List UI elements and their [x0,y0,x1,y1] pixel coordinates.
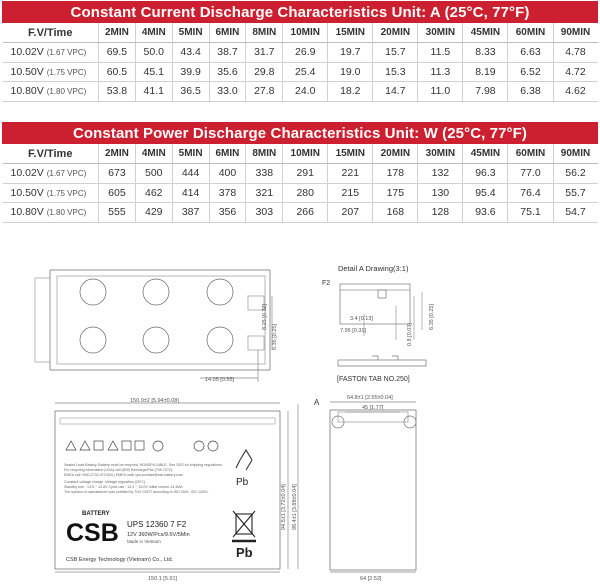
value-cell: 54.7 [553,203,598,223]
dim-front-width-bottom: 150.1 [5.91] [148,576,178,582]
terminal-label: F2 [322,280,331,287]
top-vent-cap [207,279,233,305]
value-cell: 18.2 [328,82,373,102]
column-header-time: 4MIN [135,23,172,43]
value-cell: 96.3 [463,164,508,184]
value-cell: 266 [283,203,328,223]
power-table-title: Constant Power Discharge Characteristics Unit: W (25°C, 77°F) [3,123,598,144]
column-header-time: 2MIN [99,144,136,164]
ce-mark-icon [194,441,204,451]
column-header-time: 6MIN [209,23,246,43]
fine-print-line: The system of manufacture was certified by TUV CERT according to ISO 9001, ISO 14001. [64,490,210,494]
fine-print-line: Constant voltage charge. Voltage regulation (25°C). [64,480,147,484]
column-header-time: 45MIN [463,144,508,164]
column-header-time: 20MIN [373,144,418,164]
top-vent-cap [80,327,106,353]
column-header-time: 15MIN [328,144,373,164]
table-row [3,183,598,203]
faston-label: [FASTON TAB NO.250] [337,376,410,383]
child-warning-icon [135,441,144,450]
value-cell: 75.1 [508,203,553,223]
value-cell: 60.5 [99,62,136,82]
value-cell: 11.5 [418,43,463,63]
final-voltage-cell [3,203,99,223]
value-cell: 29.8 [246,62,283,82]
fine-print-line: For recycling information (USA) call (800) Recharge/Fax (708-7372). [64,468,174,472]
top-vent-cap [143,327,169,353]
value-cell: 175 [373,183,418,203]
value-cell: 321 [246,183,283,203]
value-cell: 6.63 [508,43,553,63]
dim-side-width-bottom: 64 [2.52] [360,576,382,582]
dim-front-height-a: 94.5±1 [3.72±0.04] [281,484,287,530]
final-voltage: 10.80V [10,85,44,98]
table-row [3,164,598,184]
dim-front-height-b: 98.4±1 [3.88±0.04] [292,484,298,530]
manual-icon [94,441,103,450]
value-cell: 462 [135,183,172,203]
vpc-label: (1.75 VPC) [46,188,87,198]
fine-print-line: Sealed Lead Battery. Battery must be recycled. NONSPILLABLE. See SDS for shipping regulations. [64,463,223,467]
value-cell: 11.3 [418,62,463,82]
value-cell: 14.7 [373,82,418,102]
value-cell: 303 [246,203,283,223]
top-vent-cap [207,327,233,353]
rating-text: 12V 360W/Pcs/9.6V/5Min [127,532,190,538]
value-cell: 19.7 [328,43,373,63]
final-voltage: 10.50V [10,65,44,78]
value-cell: 673 [99,164,136,184]
dim-6-35-top: 6.35 [0.25] [272,324,278,350]
column-header-time: 45MIN [463,23,508,43]
column-header-time: 8MIN [246,144,283,164]
final-voltage: 10.02V [10,167,44,180]
table-row [3,62,598,82]
column-header-time: 60MIN [508,23,553,43]
value-cell: 130 [418,183,463,203]
column-header-time: 4MIN [135,144,172,164]
value-cell: 53.8 [99,82,136,102]
value-cell: 128 [418,203,463,223]
value-cell: 93.6 [463,203,508,223]
column-header-time: 6MIN [209,144,246,164]
value-cell: 7.98 [463,82,508,102]
final-voltage: 10.02V [10,46,44,59]
current-table-header-row [3,23,598,43]
value-cell: 6.52 [508,62,553,82]
power-discharge-table [2,122,598,223]
value-cell: 207 [328,203,373,223]
value-cell: 215 [328,183,373,203]
column-header-time: 10MIN [283,144,328,164]
value-cell: 33.0 [209,82,246,102]
vpc-label: (1.80 VPC) [46,87,87,97]
dim-6-35-detail: 6.35 [0.25] [429,304,435,330]
years-mark-icon [208,441,218,451]
value-cell: 95.4 [463,183,508,203]
value-cell: 444 [172,164,209,184]
final-voltage-cell [3,62,99,82]
column-header-fv: F.V/Time [3,23,99,43]
value-cell: 77.0 [508,164,553,184]
value-cell: 69.5 [99,43,136,63]
value-cell: 4.72 [553,62,598,82]
vpc-label: (1.80 VPC) [46,208,87,218]
detail-title: Detail A Drawing(3:1) [338,264,409,273]
dim-8-25: 8.25 [0.32] [262,304,268,330]
value-cell: 500 [135,164,172,184]
caution-triangle-icon [80,441,90,450]
final-voltage-cell [3,43,99,63]
value-cell: 50.0 [135,43,172,63]
value-cell: 429 [135,203,172,223]
company-name: CSB Energy Technology (Vietnam) Co., Ltd. [66,557,174,563]
value-cell: 291 [283,164,328,184]
column-header-time: 5MIN [172,144,209,164]
value-cell: 36.5 [172,82,209,102]
value-cell: 15.7 [373,43,418,63]
top-vent-cap [143,279,169,305]
final-voltage: 10.80V [10,206,44,219]
explosion-warning-icon [108,441,118,450]
final-voltage-cell [3,164,99,184]
fine-print-line: Standby use : 13.5 ~ 13.8V Cycle use : 14.4 ~ 15.0V Initial current 14.4MA [64,485,183,489]
column-header-time: 90MIN [553,144,598,164]
value-cell: 356 [209,203,246,223]
value-cell: 221 [328,164,373,184]
dim-3-4: 3.4 [0.13] [350,316,373,322]
value-cell: 280 [283,183,328,203]
value-cell: 11.0 [418,82,463,102]
vpc-label: (1.67 VPC) [46,169,87,179]
value-cell: 414 [172,183,209,203]
dim-7-95: 7.95 [0.31] [340,328,366,334]
model-name: UPS 12360 7 F2 [127,520,187,529]
brand-sub: BATTERY [82,511,110,517]
final-voltage: 10.50V [10,186,44,199]
value-cell: 15.3 [373,62,418,82]
battery-dimension-drawing [0,250,600,585]
value-cell: 605 [99,183,136,203]
value-cell: 26.9 [283,43,328,63]
current-discharge-table [2,1,598,102]
warning-triangle-icon [66,441,76,450]
table-row [3,43,598,63]
column-header-time: 8MIN [246,23,283,43]
eye-protection-icon [122,441,131,450]
value-cell: 41.1 [135,82,172,102]
dim-side-width-top: 64.8±1 [2.55±0.04] [347,395,393,401]
side-view-outline [330,410,416,570]
value-cell: 387 [172,203,209,223]
value-cell: 31.7 [246,43,283,63]
value-cell: 8.33 [463,43,508,63]
final-voltage-cell [3,183,99,203]
value-cell: 8.19 [463,62,508,82]
value-cell: 168 [373,203,418,223]
value-cell: 6.38 [508,82,553,102]
value-cell: 19.0 [328,62,373,82]
value-cell: 27.8 [246,82,283,102]
column-header-time: 30MIN [418,144,463,164]
pb-label-top: Pb [236,477,249,488]
pb-label-bottom: Pb [236,545,253,560]
value-cell: 76.4 [508,183,553,203]
column-header-time: 15MIN [328,23,373,43]
column-header-fv: F.V/Time [3,144,99,164]
column-header-time: 2MIN [99,23,136,43]
value-cell: 338 [246,164,283,184]
column-header-time: 5MIN [172,23,209,43]
final-voltage-cell [3,82,99,102]
value-cell: 35.6 [209,62,246,82]
value-cell: 43.4 [172,43,209,63]
value-cell: 378 [209,183,246,203]
vpc-label: (1.75 VPC) [46,67,87,77]
detail-marker: A [314,398,320,407]
table-row [3,203,598,223]
value-cell: 555 [99,203,136,223]
value-cell: 4.78 [553,43,598,63]
value-cell: 45.1 [135,62,172,82]
column-header-time: 60MIN [508,144,553,164]
value-cell: 24.0 [283,82,328,102]
dim-14-05: 14.05 [0.55] [205,377,235,383]
value-cell: 38.7 [209,43,246,63]
column-header-time: 10MIN [283,23,328,43]
dim-0-8: 0.8 [0.03] [407,323,413,346]
value-cell: 55.7 [553,183,598,203]
top-view-outline [50,270,270,370]
top-vent-cap [80,279,106,305]
value-cell: 39.9 [172,62,209,82]
crossed-bin-icon [232,511,256,541]
table-row [3,82,598,102]
value-cell: 56.2 [553,164,598,184]
value-cell: 178 [373,164,418,184]
ul-mark-icon [153,441,163,451]
value-cell: 25.4 [283,62,328,82]
current-table-title: Constant Current Discharge Characteristics Unit: A (25°C, 77°F) [3,2,598,23]
value-cell: 132 [418,164,463,184]
fine-print-line: EMEA call +800-2733-4722(NL) EMEA mail: ups-kontakt@csb-battery.com [64,473,183,477]
column-header-time: 30MIN [418,23,463,43]
csb-logo: CSB [66,519,119,547]
vpc-label: (1.67 VPC) [46,48,87,58]
value-cell: 4.62 [553,82,598,102]
recycle-icon [236,450,252,470]
dim-front-width-top: 150.9±2 [5.94±0.08] [130,398,179,404]
origin-text: Made in Vietnam [127,539,161,544]
column-header-time: 90MIN [553,23,598,43]
dim-side-width-inner: 45 [1.77] [362,405,384,411]
column-header-time: 20MIN [373,23,418,43]
value-cell: 400 [209,164,246,184]
power-table-header-row [3,144,598,164]
